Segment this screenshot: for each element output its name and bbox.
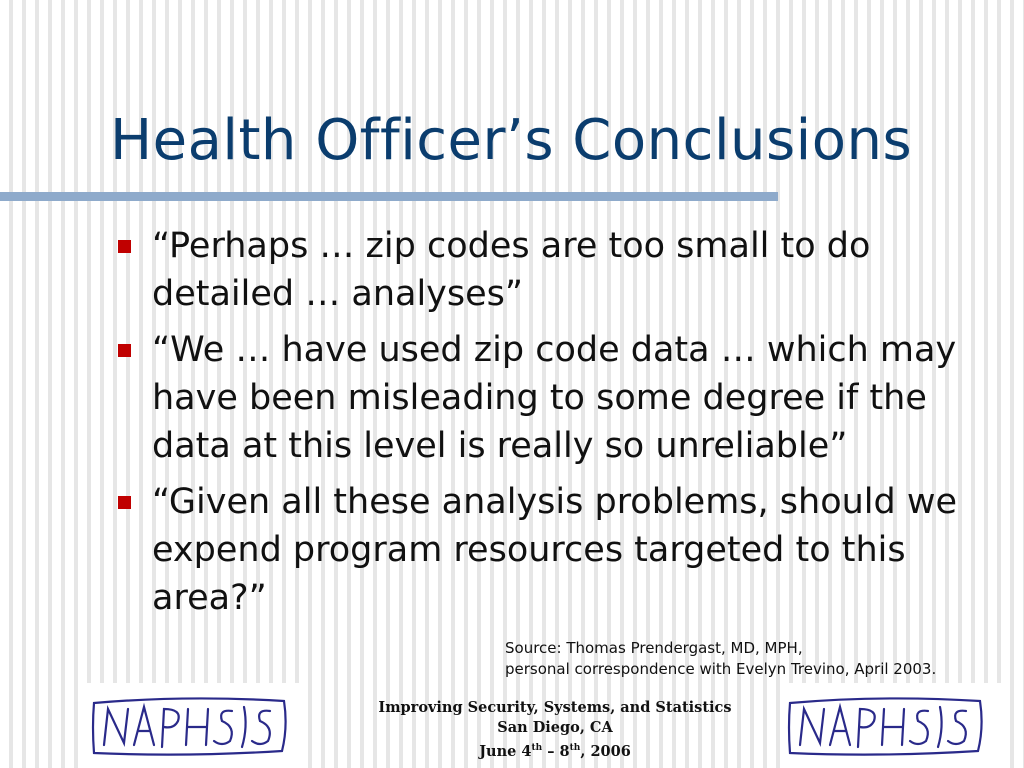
source-line-2: personal correspondence with Evelyn Trevino, April 2003. <box>505 660 937 678</box>
bullet-text: “We … have used zip code data … which may have been misleading to some degree if the data at this level is really so unreliable” <box>152 330 957 466</box>
title-divider <box>0 192 778 201</box>
footer-conference: Improving Security, Systems, and Statistics <box>378 699 732 716</box>
naphsis-logo-icon <box>782 683 1004 768</box>
footer-date-sup-end: th <box>569 743 581 753</box>
footer-date-year: , 2006 <box>580 742 631 760</box>
bullet-item <box>114 478 1014 622</box>
square-bullet-icon <box>118 344 131 357</box>
source-line-1: Source: Thomas Prendergast, MD, MPH, <box>505 639 803 657</box>
square-bullet-icon <box>118 240 131 253</box>
bullet-item <box>114 326 1014 470</box>
naphsis-logo-right <box>782 683 1004 768</box>
bullet-text: “Given all these analysis problems, should we expend program resources targeted to this area?” <box>152 482 958 618</box>
footer-location: San Diego, CA <box>497 719 613 736</box>
footer-date-sup-start: th <box>531 743 543 753</box>
bullet-list <box>114 222 1014 630</box>
slide-title: Health Officer’s Conclusions <box>110 108 913 173</box>
footer-date <box>340 738 770 762</box>
footer-text <box>340 698 770 762</box>
source-citation <box>505 638 936 680</box>
naphsis-logo-icon <box>86 683 308 768</box>
bullet-text: “Perhaps … zip codes are too small to do detailed … analyses” <box>152 226 871 314</box>
bullet-item <box>114 222 1014 318</box>
square-bullet-icon <box>118 496 131 509</box>
footer-date-start: June 4 <box>479 742 532 760</box>
naphsis-logo-left <box>86 683 308 768</box>
footer-date-end: – 8 <box>542 742 570 760</box>
